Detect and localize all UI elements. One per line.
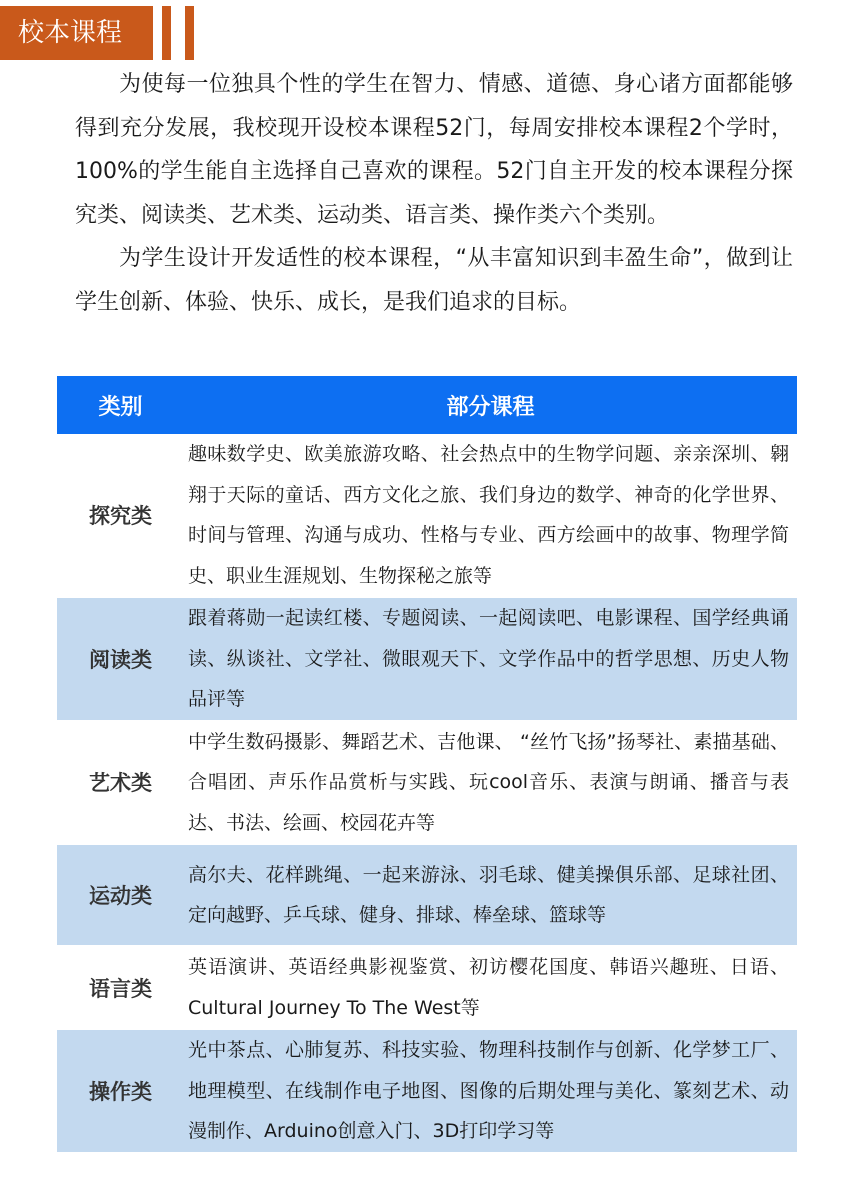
- decorative-bar: [162, 6, 171, 60]
- courses-cell: 中学生数码摄影、舞蹈艺术、吉他课、 “丝竹飞扬”扬琴社、素描基础、合唱团、声乐作品赏析与实践、玩cool音乐、表演与朗诵、播音与表达、书法、绘画、校园花卉等: [184, 721, 797, 845]
- table-header-row: [57, 376, 797, 434]
- category-cell: 运动类: [57, 844, 184, 946]
- column-header-category: 类别: [57, 376, 184, 434]
- section-title: 校本课程: [0, 6, 153, 60]
- category-cell: 探究类: [57, 434, 184, 597]
- courses-cell: 光中茶点、心肺复苏、科技实验、物理科技制作与创新、化学梦工厂、地理模型、在线制作电子地图、图像的后期处理与美化、篆刻艺术、动漫制作、Arduino创意入门、3D打印学习等: [184, 1029, 797, 1153]
- table-row: [57, 434, 797, 597]
- intro-paragraph: 为使每一位独具个性的学生在智力、情感、道德、身心诸方面都能够得到充分发展，我校现开设校本课程52门，每周安排校本课程2个学时，100%的学生能自主选择自己喜欢的课程。52门自主开发的校本课程分探究类、阅读类、艺术类、运动类、语言类、操作类六个类别。: [75, 72, 793, 228]
- courses-cell: 英语演讲、英语经典影视鉴赏、初访樱花国度、韩语兴趣班、日语、Cultural Journey To The West等: [184, 946, 797, 1029]
- course-table: [57, 376, 797, 1154]
- decorative-bar: [185, 6, 194, 60]
- courses-cell: 跟着蒋勋一起读红楼、专题阅读、一起阅读吧、电影课程、国学经典诵读、纵谈社、文学社、微眼观天下、文学作品中的哲学思想、历史人物品评等: [184, 597, 797, 721]
- table-row: [57, 844, 797, 946]
- section-header: [0, 6, 200, 60]
- category-cell: 语言类: [57, 946, 184, 1029]
- table-row: [57, 946, 797, 1029]
- table-row: [57, 597, 797, 721]
- category-cell: 艺术类: [57, 721, 184, 845]
- courses-cell: 高尔夫、花样跳绳、一起来游泳、羽毛球、健美操俱乐部、足球社团、定向越野、乒乓球、健身、排球、棒垒球、篮球等: [184, 844, 797, 946]
- column-header-courses: 部分课程: [184, 376, 797, 434]
- table-row: [57, 1029, 797, 1153]
- table-row: [57, 721, 797, 845]
- category-cell: 操作类: [57, 1029, 184, 1153]
- courses-cell: 趣味数学史、欧美旅游攻略、社会热点中的生物学问题、亲亲深圳、翱翔于天际的童话、西方文化之旅、我们身边的数学、神奇的化学世界、时间与管理、沟通与成功、性格与专业、西方绘画中的故事、物理学简史、职业生涯规划、生物探秘之旅等: [184, 434, 797, 597]
- intro-text: [75, 63, 793, 324]
- intro-paragraph: 为学生设计开发适性的校本课程，“从丰富知识到丰盈生命”，做到让学生创新、体验、快乐、成长，是我们追求的目标。: [75, 246, 793, 315]
- category-cell: 阅读类: [57, 597, 184, 721]
